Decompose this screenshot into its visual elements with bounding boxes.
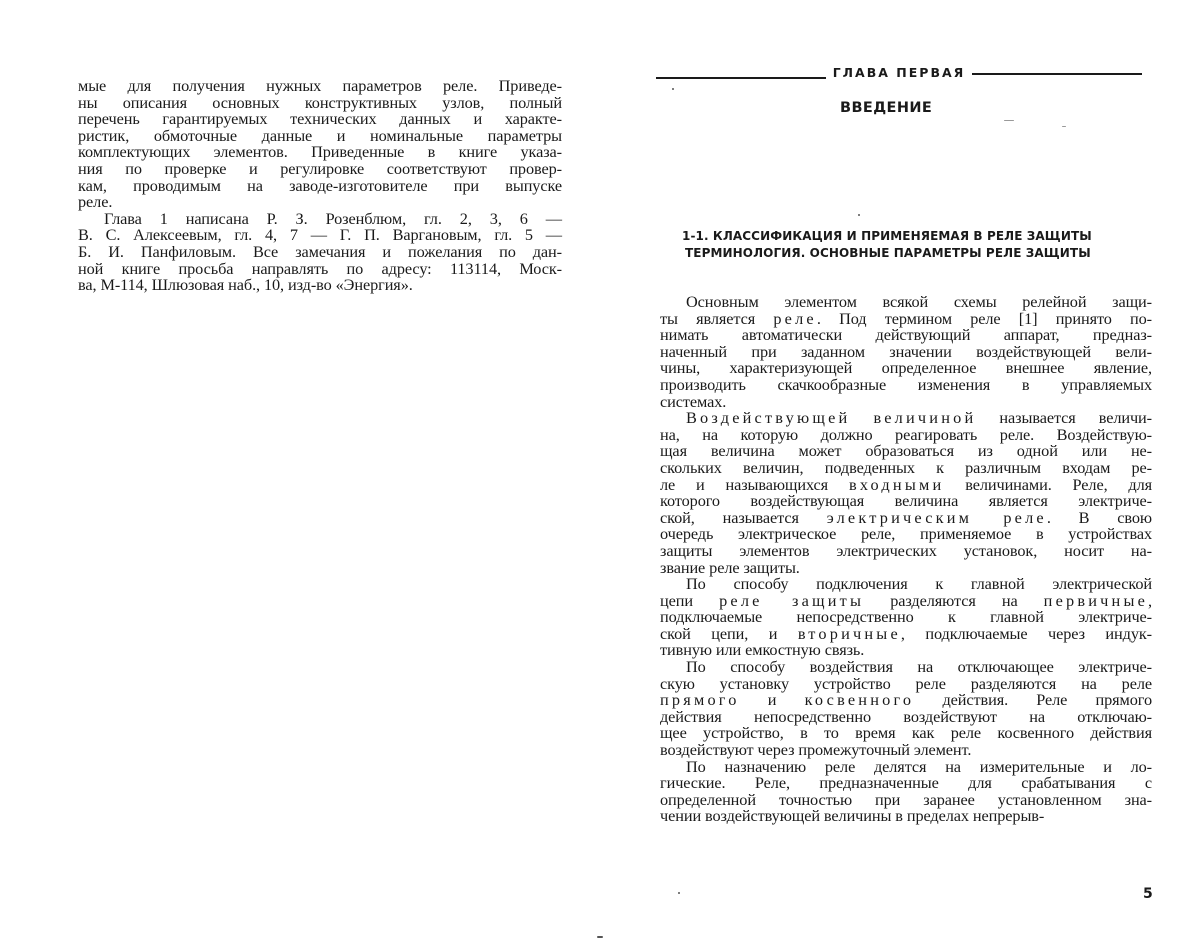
text-line: ны описания основных конструктивных узлов, полный [78, 92, 562, 112]
scan-speck [1004, 120, 1014, 121]
text-run: чины, характеризующей определенное внешнее явление, [660, 358, 1152, 378]
text-run: По назначению реле делятся на измерительные и ло- [686, 756, 1152, 776]
text-run: ской, называется [660, 507, 827, 527]
left-page-text [78, 78, 562, 294]
text-run: щее устройство, в то время как реле косвенного действия [660, 723, 1152, 743]
scan-speck [672, 88, 674, 90]
text-line [660, 808, 1152, 825]
text-run: называется величи- [976, 408, 1152, 428]
emphasized-term: величиной [873, 408, 977, 428]
text-run: ты является [660, 308, 774, 328]
scan-speck [1062, 126, 1066, 127]
paragraph [660, 576, 1152, 659]
paragraph [660, 294, 1152, 410]
text-run: По способу подключения к главной электрической [686, 574, 1152, 594]
text-run: системах. [660, 391, 727, 411]
text-run: чении воздействующей величины в пределах непрерыв- [660, 806, 1045, 826]
text-run: гические. Реле, предназначенные для срабатывания с [660, 773, 1152, 793]
section-heading [682, 228, 1122, 262]
emphasized-term: прямого [660, 690, 740, 710]
text-run: цепи [660, 590, 720, 610]
emphasized-term: электрическим реле [826, 507, 1047, 527]
text-run: ле и называющихся [660, 474, 849, 494]
text-run: и [739, 690, 805, 710]
text-run: Основным элементом всякой схемы релейной защи- [686, 292, 1152, 311]
emphasized-term: первичные [1043, 590, 1149, 610]
paragraph [660, 410, 1152, 576]
text-line: Б. И. Панфиловым. Все замечания и пожелания по дан- [78, 241, 562, 261]
paragraph [660, 659, 1152, 759]
text-run: очередь электрическое реле, применяемое в устройствах [660, 524, 1152, 544]
text-run: защиты элементов электрических установок, носит на- [660, 540, 1152, 560]
text-run: разделяются на [864, 590, 1044, 610]
text-line: ристик, обмоточные данные и номинальные параметры [78, 125, 562, 145]
right-page-text [660, 294, 1152, 825]
text-run: По способу воздействия на отключающее электриче- [686, 657, 1152, 677]
scan-speck [678, 892, 680, 894]
text-run: нимать автоматически действующий аппарат, предназ- [660, 325, 1152, 345]
text-run: действия непосредственно воздействуют на отключаю- [660, 706, 1152, 726]
text-line [660, 374, 1152, 394]
text-run: воздействуют через промежуточный элемент. [660, 740, 972, 760]
emphasized-term: реле [773, 308, 817, 328]
text-line: ной книге просьба направлять по адресу: 113114, Моск- [78, 258, 562, 278]
section-heading-line-1: 1-1. КЛАССИФИКАЦИЯ И ПРИМЕНЯЕМАЯ В РЕЛЕ ЗАЩИТЫ [682, 229, 1092, 243]
section-heading-line-2: ТЕРМИНОЛОГИЯ. ОСНОВНЫЕ ПАРАМЕТРЫ РЕЛЕ ЗАЩИТЫ [685, 246, 1091, 260]
text-run: тивную или емкостную связь. [660, 640, 865, 660]
chapter-title: ВВЕДЕНИЕ [840, 100, 933, 116]
emphasized-term: вторичные [797, 623, 901, 643]
chapter-label: ГЛАВА ПЕРВАЯ [832, 65, 966, 80]
text-run: производить скачкообразные изменения в управляемых [660, 374, 1152, 394]
paragraph [78, 208, 562, 295]
chapter-header [656, 62, 1142, 86]
text-run: величинами. Реле, для [944, 474, 1152, 494]
paragraph [78, 78, 562, 211]
text-line: В. С. Алексеевым, гл. 4, 7 — Г. П. Варгановым, гл. 5 — [78, 225, 562, 245]
scan-speck [597, 936, 603, 938]
chapter-rule-right [972, 73, 1142, 75]
emphasized-term: реле защиты [719, 590, 865, 610]
emphasized-term: Воздействующей [686, 408, 851, 428]
chapter-rule-left [656, 77, 826, 79]
text-line: комплектующих элементов. Приведенные в книге указа- [78, 142, 562, 162]
text-run: определенной точностью при заранее установленном зна- [660, 789, 1152, 809]
text-run: звание реле защиты. [660, 557, 800, 577]
text-run: щая величина может образоваться из одной или не- [660, 441, 1152, 461]
text-run: . В свою [1046, 507, 1152, 527]
text-run: , подключаемые через индук- [900, 623, 1152, 643]
paragraph [660, 756, 1152, 826]
text-run: скольких величин, подведенных к различным входам ре- [660, 457, 1152, 477]
text-line: мые для получения нужных параметров реле. Приведе- [78, 76, 562, 95]
text-run: на, на которую должно реагировать реле. Воздействую- [660, 424, 1152, 444]
text-line: кам, проводимым на заводе-изготовителе при выпуске [78, 175, 562, 195]
text-line: реле. [78, 192, 113, 212]
text-run: , [1148, 590, 1153, 610]
text-run: скую установку устройство реле разделяются на реле [660, 673, 1152, 693]
text-run: которого воздействующая величина является электриче- [660, 491, 1152, 511]
text-run: подключаемые непосредственно к главной электриче- [660, 607, 1152, 627]
text-run: наченный при заданном значении воздействующей вели- [660, 341, 1152, 361]
text-line: ния по проверке и регулировке соответствуют провер- [78, 158, 562, 178]
text-run: . Под термином реле [1] принято по- [816, 308, 1153, 328]
page-number: 5 [1143, 886, 1153, 902]
scan-speck [858, 214, 860, 216]
emphasized-term: входными [848, 474, 945, 494]
text-line: ва, М-114, Шлюзовая наб., 10, изд-во «Энергия». [78, 275, 413, 295]
emphasized-term: косвенного [804, 690, 915, 710]
text-line: перечень гарантируемых технических данных и характе- [78, 109, 562, 129]
text-run: ской цепи, и [660, 623, 798, 643]
text-line: Глава 1 написана Р. З. Розенблюм, гл. 2, 3, 6 — [104, 208, 562, 228]
text-run: действия. Реле прямого [914, 690, 1152, 710]
